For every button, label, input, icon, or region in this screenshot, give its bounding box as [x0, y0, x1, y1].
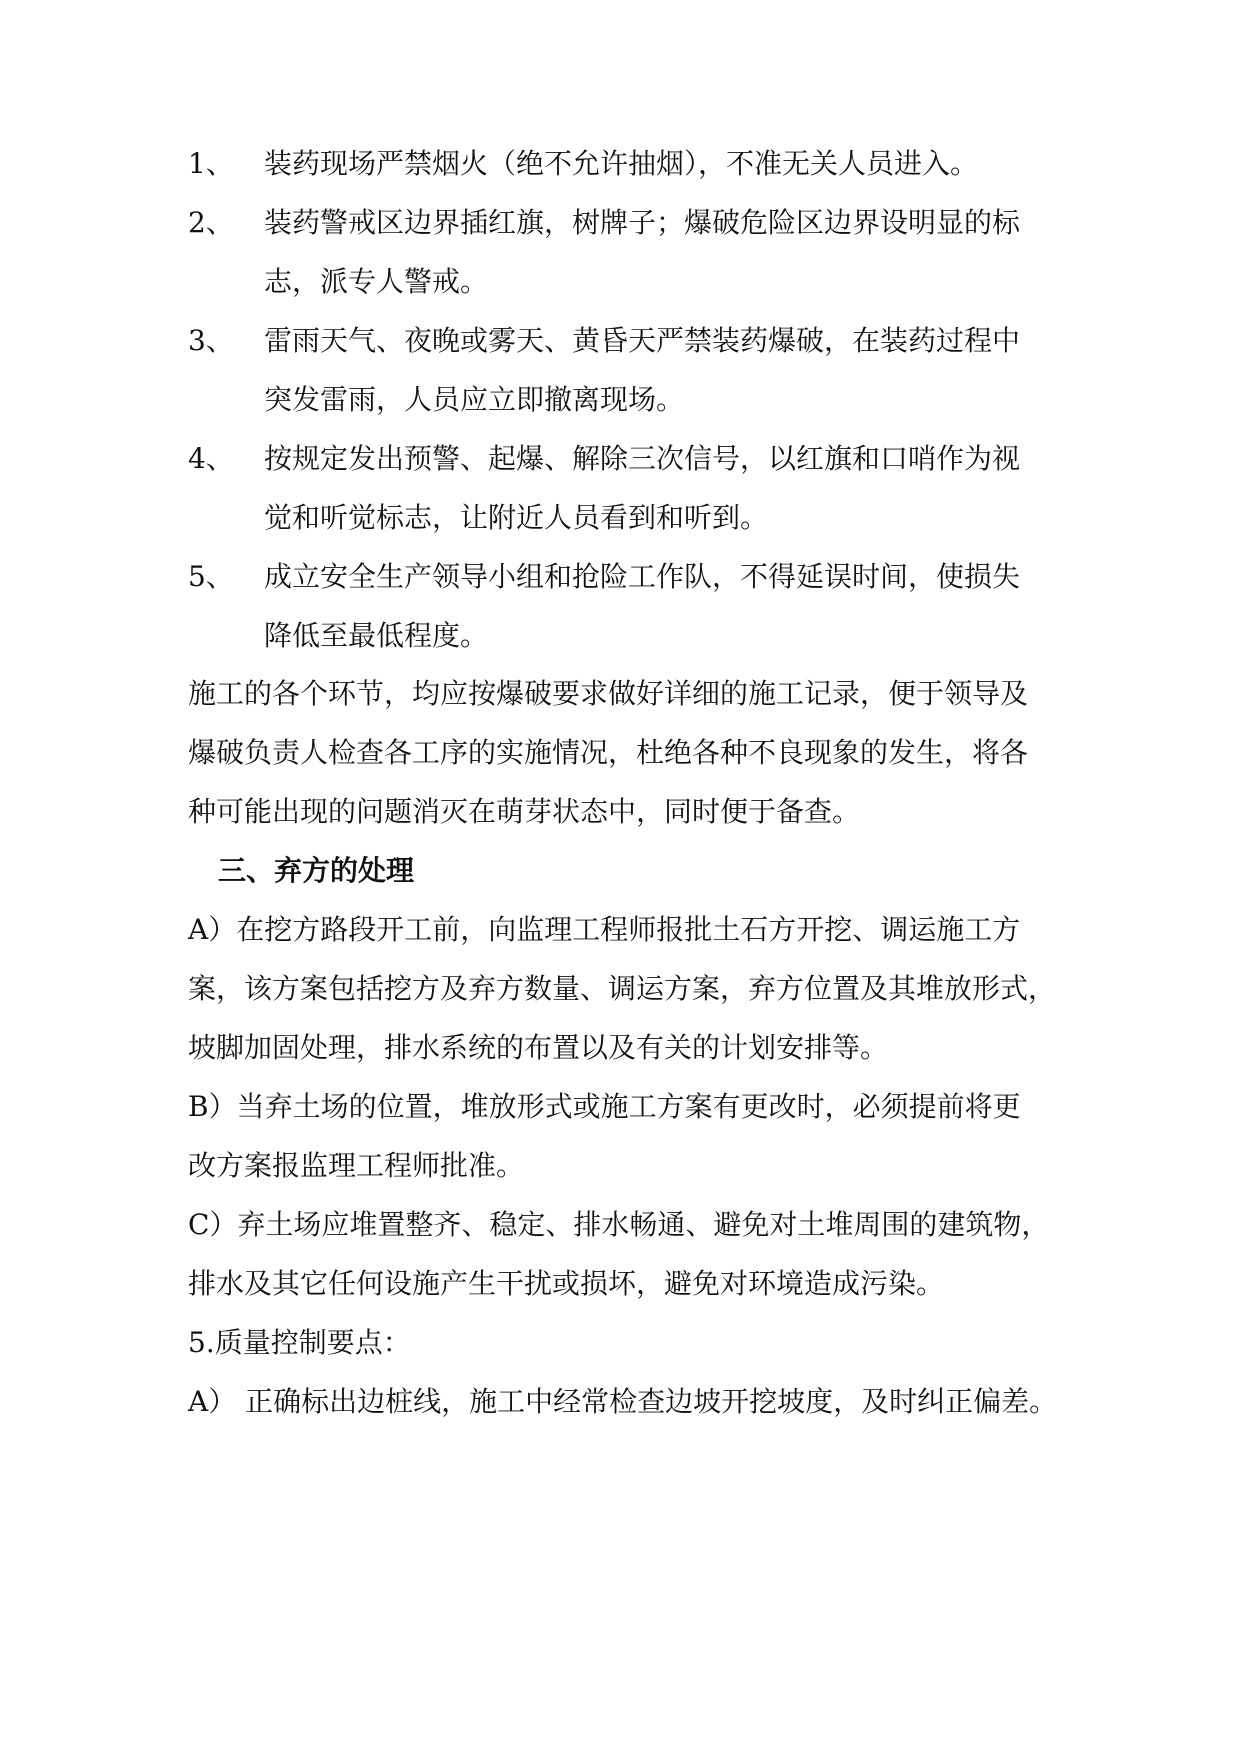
- list-item-text: 按规定发出预警、起爆、解除三次信号，以红旗和口哨作为视: [264, 442, 1021, 475]
- paragraph-line: 案，该方案包括挖方及弃方数量、调运方案，弃方位置及其堆放形式，: [188, 972, 1057, 1005]
- list-item-text: 装药警戒区边界插红旗，树牌子；爆破危险区边界设明显的标: [264, 206, 1021, 239]
- list-item-text: 成立安全生产领导小组和抢险工作队，不得延误时间，使损失: [264, 560, 1021, 593]
- list-item-number: 3、: [188, 324, 234, 357]
- list-item-text: 装药现场严禁烟火（绝不允许抽烟），不准无关人员进入。: [264, 147, 979, 180]
- paragraph-line: 爆破负责人检查各工序的实施情况，杜绝各种不良现象的发生，将各: [188, 736, 1029, 769]
- list-item-number: 4、: [188, 442, 234, 475]
- paragraph-line: C）弃土场应堆置整齐、稳定、排水畅通、避免对土堆周围的建筑物，: [188, 1208, 1050, 1241]
- quality-item: A） 正确标出边桩线，施工中经常检查边坡开挖坡度，及时纠正偏差。: [188, 1385, 1058, 1418]
- list-item-text: 降低至最低程度。: [264, 619, 489, 652]
- paragraph-line: B）当弃土场的位置，堆放形式或施工方案有更改时，必须提前将更: [188, 1090, 1021, 1123]
- section-heading: 三、弃方的处理: [218, 854, 415, 887]
- paragraph-line: 坡脚加固处理，排水系统的布置以及有关的计划安排等。: [188, 1031, 889, 1064]
- list-item-number: 5、: [188, 560, 234, 593]
- paragraph-line: 排水及其它任何设施产生干扰或损坏，避免对环境造成污染。: [188, 1267, 945, 1300]
- list-item-text: 觉和听觉标志，让附近人员看到和听到。: [264, 501, 769, 534]
- paragraph-line: 施工的各个环节，均应按爆破要求做好详细的施工记录，便于领导及: [188, 677, 1029, 710]
- paragraph-line: A）在挖方路段开工前，向监理工程师报批土石方开挖、调运施工方: [188, 913, 1021, 946]
- list-item-number: 2、: [188, 206, 234, 239]
- list-item-text: 雷雨天气、夜晚或雾天、黄昏天严禁装药爆破，在装药过程中: [264, 324, 1021, 357]
- paragraph-line: 种可能出现的问题消灭在萌芽状态中，同时便于备查。: [188, 795, 861, 828]
- list-item-text: 志，派专人警戒。: [264, 265, 489, 298]
- list-item-number: 1、: [188, 147, 234, 180]
- quality-heading: 5.质量控制要点：: [188, 1326, 411, 1359]
- list-item-text: 突发雷雨，人员应立即撤离现场。: [264, 383, 685, 416]
- paragraph-line: 改方案报监理工程师批准。: [188, 1149, 525, 1182]
